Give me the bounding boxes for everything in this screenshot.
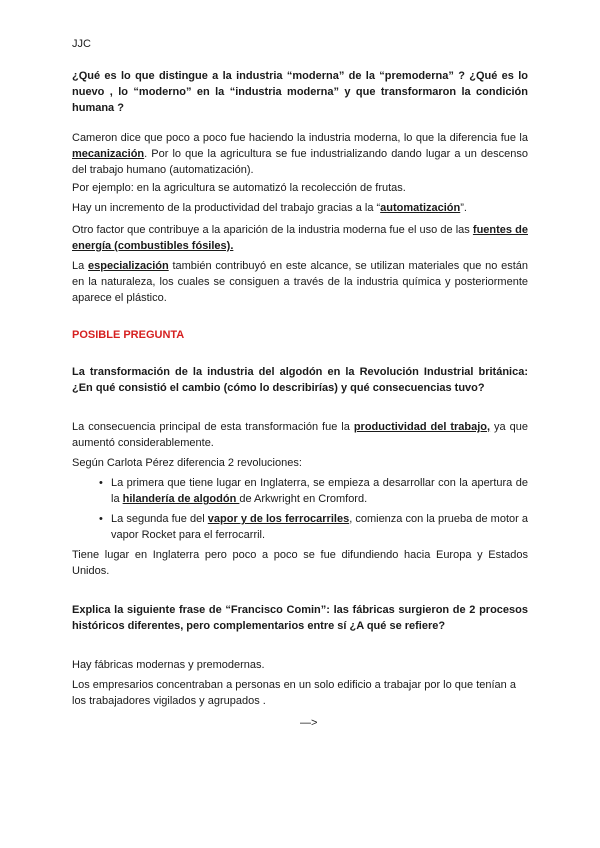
arrow-icon: —> [300, 717, 318, 729]
section-label-posible-pregunta: POSIBLE PREGUNTA [72, 329, 185, 341]
b2-text-b: , comienza con la prueba de motor a vapor Rocket para el ferrocarril. [111, 513, 529, 541]
q1-paragraph-4 [72, 222, 528, 254]
header-initials: JJC [72, 38, 91, 50]
bullet-icon: • [99, 513, 103, 525]
q1-p1-text-b: . Por lo que la agricultura se fue industrializando dando lugar a un descenso del trabajo humano (automatización). [72, 148, 528, 176]
keyword-productividad-del-trabajo: productividad del trabajo, [353, 421, 491, 433]
b1-text-a: La primera que tiene lugar en Inglaterra, se empieza a desarrollar con la apertura de la [111, 477, 528, 505]
keyword-especializacion: especialización [88, 260, 169, 272]
q2-paragraph-2: Según Carlota Pérez diferencia 2 revoluciones: [72, 457, 302, 469]
q1-paragraph-1 [72, 130, 528, 178]
q1-p5-text-a: La [72, 260, 88, 272]
question-2: La transformación de la industria del algodón en la Revolución Industrial británica: ¿En qué consistió el cambio (cómo lo describirías) y qué consecuencias tuvo? [72, 366, 528, 394]
q1-paragraph-2: Por ejemplo: en la agricultura se automatizó la recolección de frutas. [72, 182, 406, 194]
q1-p3-text-b: ”. [460, 202, 467, 214]
q1-p3-text-a: Hay un incremento de la productividad del trabajo gracias a la “ [72, 202, 381, 214]
q1-p1-text-a: Cameron dice que poco a poco fue haciendo la industria moderna, lo que la diferencia fue la [72, 132, 528, 144]
bullet-icon: • [99, 477, 103, 489]
q3-paragraph-1: Hay fábricas modernas y premodernas. [72, 659, 265, 671]
bullet-item-2 [99, 511, 528, 543]
keyword-vapor-y-ferrocarriles: vapor y de los ferrocarriles [207, 513, 350, 525]
bullet-1-text [99, 475, 528, 507]
q1-paragraph-3 [72, 200, 528, 216]
q2-paragraph-1 [72, 419, 528, 451]
bullet-2-text [99, 511, 528, 543]
q1-paragraph-5 [72, 258, 528, 306]
b1-text-b: de Arkwright en Cromford. [239, 493, 368, 505]
q1-p5-text-b: también contribuyó en este alcance, se utilizan materiales que no están en la naturaleza, los cuales se consiguen a través de la industria química y posteriormente aparece el plástico. [72, 260, 528, 304]
q2-p1-text-a: La consecuencia principal de esta transformación fue la [72, 421, 354, 433]
q3-paragraph-2: Los empresarios concentraban a personas en un solo edificio a trabajar por lo que tenían a los trabajadores vigilados y agrupados . [72, 679, 516, 707]
question-3: Explica la siguiente frase de “Francisco Comin”: las fábricas surgieron de 2 procesos históricos diferentes, pero complementarios entre sí ¿A qué se refiere? [72, 604, 528, 632]
q1-p4-text-a: Otro factor que contribuye a la aparición de la industria moderna fue el uso de las [72, 224, 473, 236]
keyword-hilanderia-de-algodon: hilandería de algodón [122, 493, 240, 505]
question-1: ¿Qué es lo que distingue a la industria “moderna” de la “premoderna” ? ¿Qué es lo nuevo , lo “moderno” en la “industria moderna” y que transformaron la condición humana ? [72, 70, 528, 114]
q2-paragraph-3: Tiene lugar en Inglaterra pero poco a poco se fue difundiendo hacia Europa y Estados Unidos. [72, 549, 528, 577]
keyword-automatizacion: automatización [380, 202, 461, 214]
keyword-mecanizacion: mecanización [72, 148, 145, 160]
b2-text-a: La segunda fue del [111, 513, 208, 525]
keyword-fuentes-de-energia: fuentes de energía (combustibles fósiles). [72, 224, 528, 252]
q2-p1-text-b: ya que aumentó considerablemente. [72, 421, 528, 449]
bullet-item-1 [99, 475, 528, 507]
